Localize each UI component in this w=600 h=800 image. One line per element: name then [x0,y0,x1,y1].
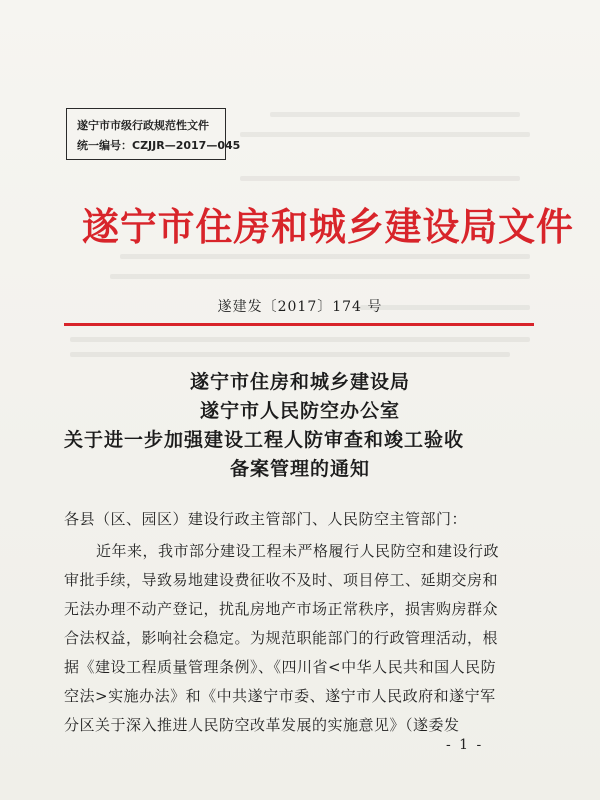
bleed-through-mark [270,112,520,117]
stamp-line-1: 遂宁市市级行政规范性文件 [77,119,209,132]
body-line-3: 无法办理不动产登记，扰乱房地产市场正常秩序，损害购房群众 [64,600,499,618]
bleed-through-mark [70,337,530,342]
regulation-stamp-box [66,108,241,160]
bleed-through-mark [70,352,510,357]
body-line-5: 据《建设工程质量管理条例》、《四川省<中华人民共和国人民防 [64,658,497,676]
bleed-through-mark [240,132,530,137]
bleed-through-mark [110,274,530,279]
bleed-through-mark [240,176,520,181]
page-number: - 1 - [446,737,484,753]
red-separator-line [64,323,534,326]
bleed-through-mark [120,254,530,259]
body-line-6: 空法>实施办法》和《中共遂宁市委、遂宁市人民政府和遂宁军 [64,687,496,705]
document-header-title: 遂宁市住房和城乡建设局文件 [82,205,574,249]
issuer-line-2: 遂宁市人民防空办公室 [199,400,400,422]
body-line-4: 合法权益，影响社会稳定。为规范职能部门的行政管理活动，根 [64,629,499,647]
issuer-line-1: 遂宁市住房和城乡建设局 [189,371,410,393]
stamp-line-2: 统一编号：CZJJR—2017—045 [77,139,241,152]
notice-title-line-1: 关于进一步加强建设工程人防审查和竣工验收 [64,429,465,451]
body-line-2: 审批手续，导致易地建设费征收不及时、项目停工、延期交房和 [64,571,499,589]
body-line-7: 分区关于深入推进人民防空改革发展的实施意见》（遂委发 [64,716,460,734]
body-line-1: 近年来，我市部分建设工程未严格履行人民防空和建设行政 [96,542,500,560]
document-number: 遂建发〔2017〕174 号 [217,299,383,315]
notice-title-line-2: 备案管理的通知 [229,458,370,480]
salutation: 各县（区、园区）建设行政主管部门、人民防空主管部门： [64,510,468,528]
